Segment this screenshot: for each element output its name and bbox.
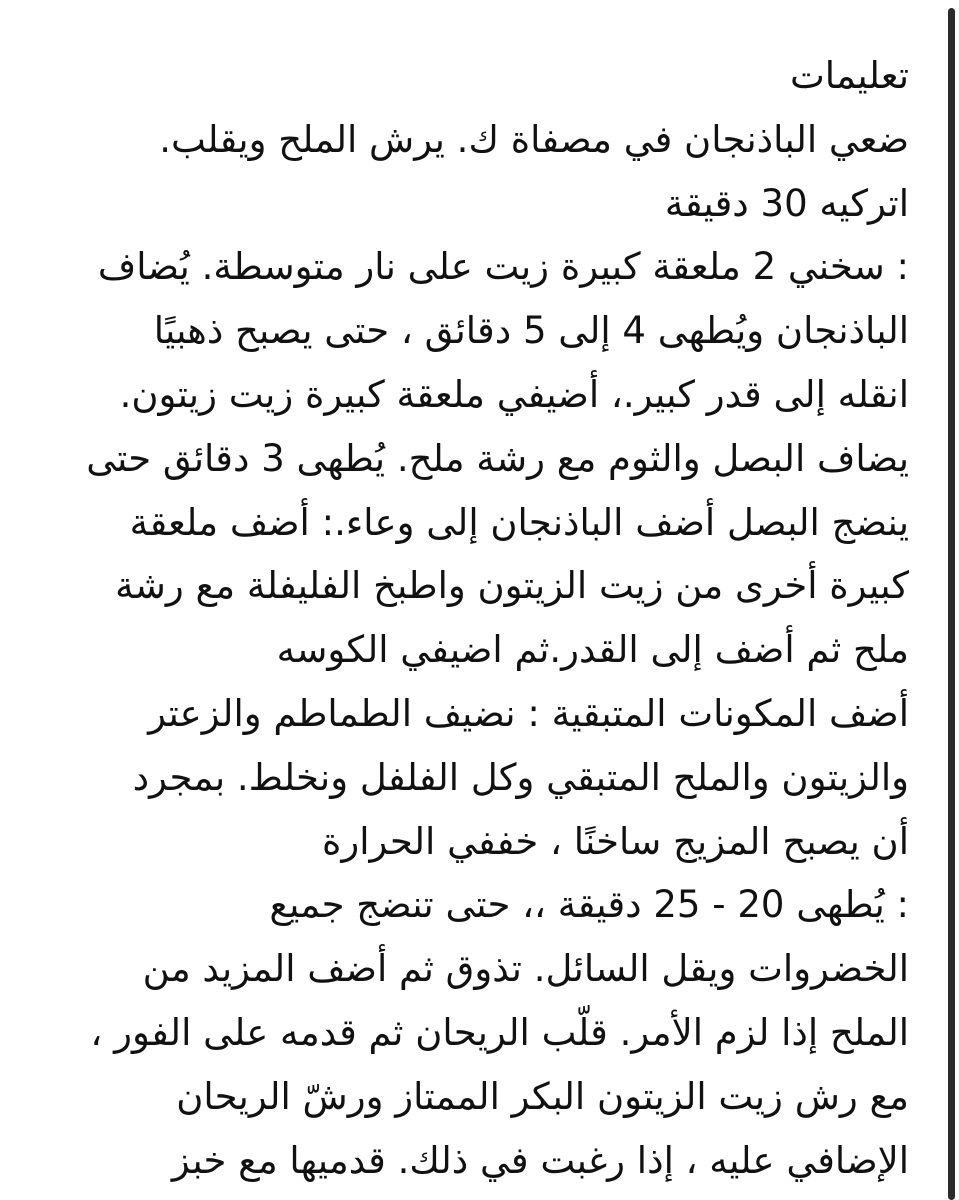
scrollbar-thumb[interactable] — [948, 8, 955, 1200]
text-line: : يُطهى 20 - 25 دقيقة ،، حتى تنضج جميع — [269, 883, 909, 927]
text-line: الملح إذا لزم الأمر. قلّب الريحان ثم قدمه على الفور ، — [90, 1010, 909, 1054]
text-line: الباذنجان ويُطهى 4 إلى 5 دقائق ، حتى يصبح ذهبيًا — [153, 309, 909, 353]
text-line: يضاف البصل والثوم مع رشة ملح. يُطهى 3 دقائق حتى — [86, 436, 909, 480]
text-line: أضف المكونات المتبقية : نضيف الطماطم والزعتر — [148, 691, 909, 735]
text-line: : سخني 2 ملعقة كبيرة زيت على نار متوسطة. يُضاف — [97, 245, 909, 289]
text-line: ضعي الباذنجان في مصفاة ك. يرش الملح ويقلب. — [159, 117, 909, 161]
text-line: مع رش زيت الزيتون البكر الممتاز ورشّ الريحان — [176, 1074, 909, 1118]
text-line: ينضج البصل أضف الباذنجان إلى وعاء.: أضف ملعقة — [129, 500, 909, 544]
text-line: والزيتون والملح المتبقي وكل الفلفل ونخلط. بمجرد — [132, 755, 909, 799]
recipe-instructions — [44, 44, 909, 1192]
text-line: الإضافي عليه ، إذا رغبت في ذلك. قدميها مع خبز — [171, 1138, 909, 1182]
text-line: اتركيه 30 دقيقة — [664, 181, 909, 225]
text-line: الخضروات ويقل السائل. تذوق ثم أضف المزيد من — [142, 947, 909, 991]
instructions-heading: تعليمات — [789, 54, 909, 97]
text-line: انقله إلى قدر كبير.، أضيفي ملعقة كبيرة زيت زيتون. — [119, 372, 909, 416]
text-line: أن يصبح المزيج ساخنًا ، خففي الحرارة — [321, 819, 909, 863]
text-line: كبيرة أخرى من زيت الزيتون واطبخ الفليفلة مع رشة — [115, 564, 909, 608]
text-line: ملح ثم أضف إلى القدر.ثم اضيفي الكوسه — [276, 628, 909, 672]
vertical-scrollbar[interactable] — [945, 0, 959, 1200]
